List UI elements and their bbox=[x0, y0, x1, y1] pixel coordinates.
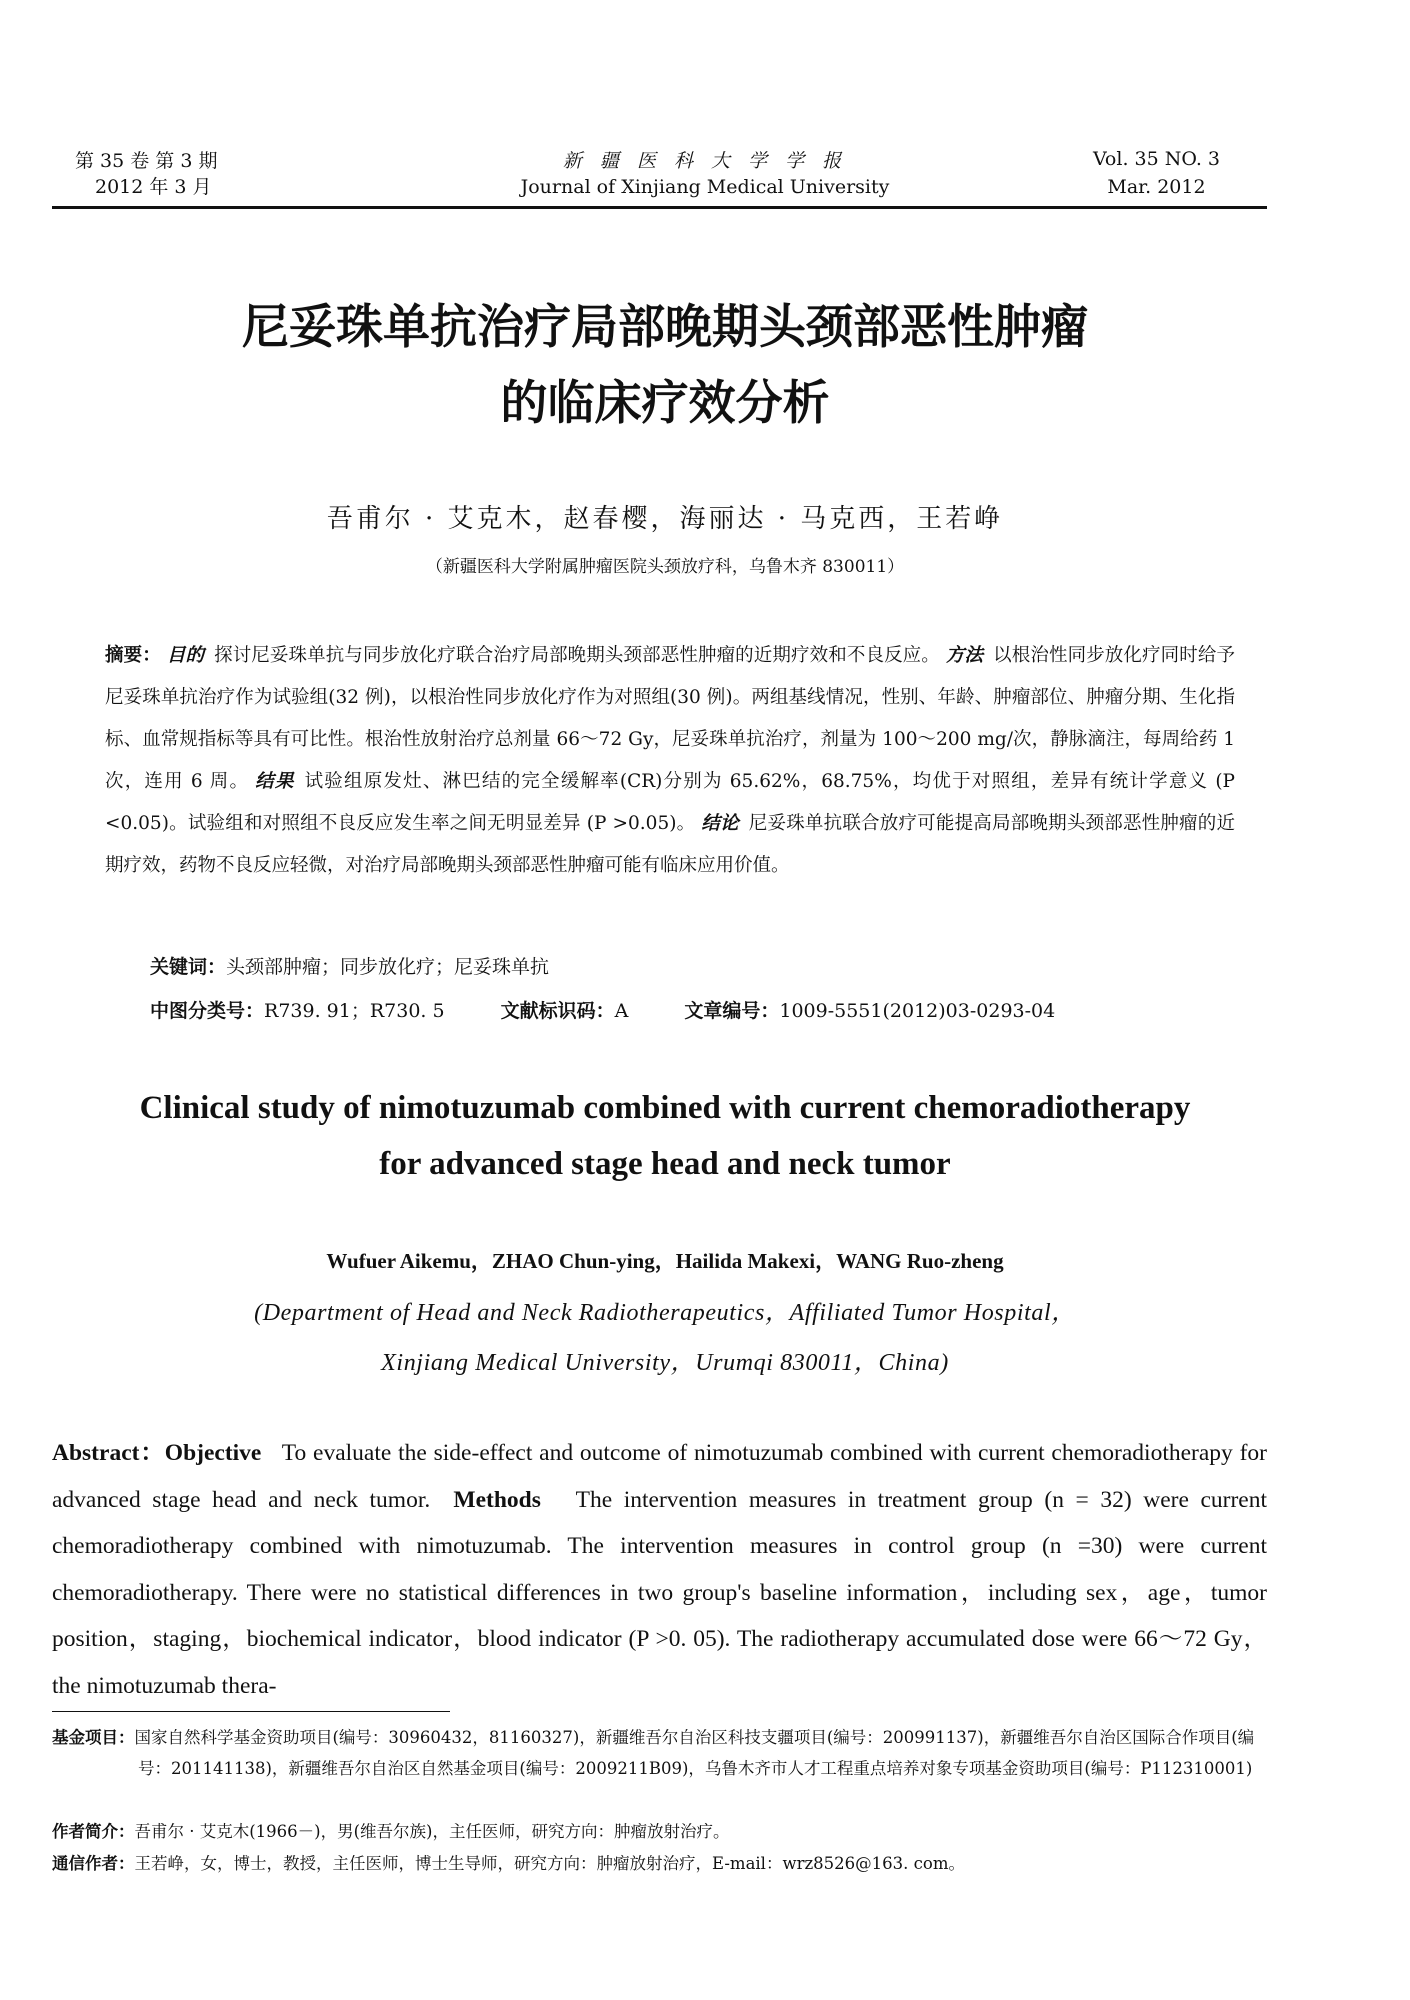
objective-cn-label: 目的 bbox=[166, 645, 205, 666]
correspondence-text: 王若峥，女，博士，教授，主任医师，博士生导师，研究方向：肿瘤放射治疗，E-mail：wrz8526@163. com。 bbox=[134, 1854, 965, 1873]
footnote-author bbox=[52, 1816, 1267, 1847]
volume-issue-en: Vol. 35 NO. 3 bbox=[1092, 148, 1220, 170]
article-id-label: 文章编号： bbox=[684, 1000, 780, 1022]
keywords bbox=[150, 952, 549, 979]
results-cn-label: 结果 bbox=[255, 771, 295, 792]
keywords-text: 头颈部肿瘤；同步放化疗；尼妥珠单抗 bbox=[226, 956, 550, 978]
footnote-correspondence bbox=[52, 1848, 1267, 1879]
abstract-cn bbox=[105, 635, 1235, 887]
methods-cn-label: 方法 bbox=[945, 645, 984, 666]
title-cn-line2: 的临床疗效分析 bbox=[500, 376, 830, 431]
objective-cn-text: 探讨尼妥珠单抗与同步放化疗联合治疗局部晚期头颈部恶性肿瘤的近期疗效和不良反应。 bbox=[214, 645, 940, 666]
header-volume-en bbox=[1093, 145, 1220, 201]
authors-en: Wufuer Aikemu，ZHAO Chun-ying，Hailida Makexi，WANG Ruo-zheng bbox=[326, 1249, 1004, 1273]
funding-text: 国家自然科学基金资助项目(编号：30960432，81160327)，新疆维吾尔自治区科技支疆项目(编号：200991137)，新疆维吾尔自治区国际合作项目(编号：201141138)，新疆维吾尔自治区自然基金项目(编号：2009211B09)，乌鲁木齐市人才工程重点培养对象专项基金资助项目(编号：P112310001) bbox=[134, 1728, 1255, 1778]
objective-en-text: To evaluate the side-effect and outcome of nimotuzumab combined with current chemoradiotherapy for advanced stage head and neck tumor. bbox=[52, 1440, 1267, 1513]
conclusion-cn-label: 结论 bbox=[701, 813, 739, 834]
abstract-en bbox=[52, 1430, 1267, 1709]
journal-name-en: Journal of Xinjiang Medical University bbox=[520, 176, 890, 198]
article-id-value: 1009-5551(2012)03-0293-04 bbox=[779, 1000, 1056, 1022]
abstract-cn-label: 摘要： bbox=[105, 645, 161, 666]
methods-en-label: Methods bbox=[453, 1486, 541, 1513]
affiliation-en-line1: (Department of Head and Neck Radiotherapeutics，Affiliated Tumor Hospital， bbox=[254, 1300, 1076, 1326]
affiliation-en-line2: Xinjiang Medical University，Urumqi 830011，China) bbox=[381, 1350, 949, 1376]
header-rule bbox=[52, 206, 1267, 209]
doc-code-value: A bbox=[614, 1000, 629, 1022]
author-bio-label: 作者简介： bbox=[52, 1822, 135, 1841]
volume-issue-cn: 第 35 卷 第 3 期 bbox=[75, 150, 218, 172]
affiliation-en bbox=[0, 1288, 1330, 1388]
funding-label: 基金项目： bbox=[52, 1728, 135, 1747]
title-cn bbox=[0, 290, 1330, 442]
footnote-funding bbox=[52, 1722, 1267, 1784]
authors-cn: 吾甫尔 · 艾克木，赵春樱，海丽达 · 马克西，王若峥 bbox=[326, 504, 1004, 534]
date-cn: 2012 年 3 月 bbox=[95, 176, 212, 198]
results-cn-text: 试验组原发灶、淋巴结的完全缓解率(CR)分别为 65.62%，68.75%，均优于对照组，差异有统计学意义 (P <0.05)。试验组和对照组不良反应发生率之间无明显差异 (P >0.05)。 bbox=[105, 771, 1235, 834]
journal-name-cn: 新 疆 医 科 大 学 学 报 bbox=[562, 150, 848, 172]
date-en: Mar. 2012 bbox=[1107, 176, 1206, 198]
doc-code-label: 文献标识码： bbox=[500, 1000, 615, 1022]
methods-en-text: The intervention measures in treatment group (n = 32) were current chemoradiotherapy combined with nimotuzumab. The intervention measures in control group (n =30) were current chemoradiotherapy. There were no statistical differences in two group's baseline information，including sex，age，tumor position，staging，biochemical indicator，blood indicator (P >0. 05). The radiotherapy accumulated dose were 66～72 Gy，the nimotuzumab thera- bbox=[52, 1486, 1268, 1699]
title-en-line1: Clinical study of nimotuzumab combined with current chemoradiotherapy bbox=[139, 1090, 1191, 1126]
clc-label: 中图分类号： bbox=[150, 1000, 265, 1022]
keywords-label: 关键词： bbox=[150, 956, 227, 978]
footnote-rule bbox=[52, 1711, 450, 1712]
author-bio-text: 吾甫尔 · 艾克木(1966－)，男(维吾尔族)，主任医师，研究方向：肿瘤放射治疗。 bbox=[134, 1822, 730, 1841]
title-en-line2: for advanced stage head and neck tumor bbox=[379, 1146, 951, 1182]
title-en bbox=[0, 1080, 1330, 1192]
affiliation-cn: （新疆医科大学附属肿瘤医院头颈放疗科，乌鲁木齐 830011） bbox=[425, 557, 905, 577]
conclusion-cn-text: 尼妥珠单抗联合放疗可能提高局部晚期头颈部恶性肿瘤的近期疗效，药物不良反应轻微，对治疗局部晚期头颈部恶性肿瘤可能有临床应用价值。 bbox=[105, 813, 1235, 876]
methods-cn-text: 以根治性同步放化疗同时给予尼妥珠单抗治疗作为试验组(32 例)，以根治性同步放化疗作为对照组(30 例)。两组基线情况，性别、年龄、肿瘤部位、肿瘤分期、生化指标、血常规指标等具有可比性。根治性放射治疗总剂量 66～72 Gy，尼妥珠单抗治疗，剂量为 100～200 mg/次，静脉滴注，每周给药 1 次，连用 6 周。 bbox=[105, 645, 1235, 792]
correspondence-label: 通信作者： bbox=[52, 1854, 135, 1873]
title-cn-line1: 尼妥珠单抗治疗局部晚期头颈部恶性肿瘤 bbox=[242, 300, 1088, 355]
clc-value: R739. 91；R730. 5 bbox=[264, 1000, 445, 1022]
classification bbox=[150, 996, 1055, 1023]
abstract-en-label: Abstract：Objective bbox=[52, 1440, 262, 1466]
